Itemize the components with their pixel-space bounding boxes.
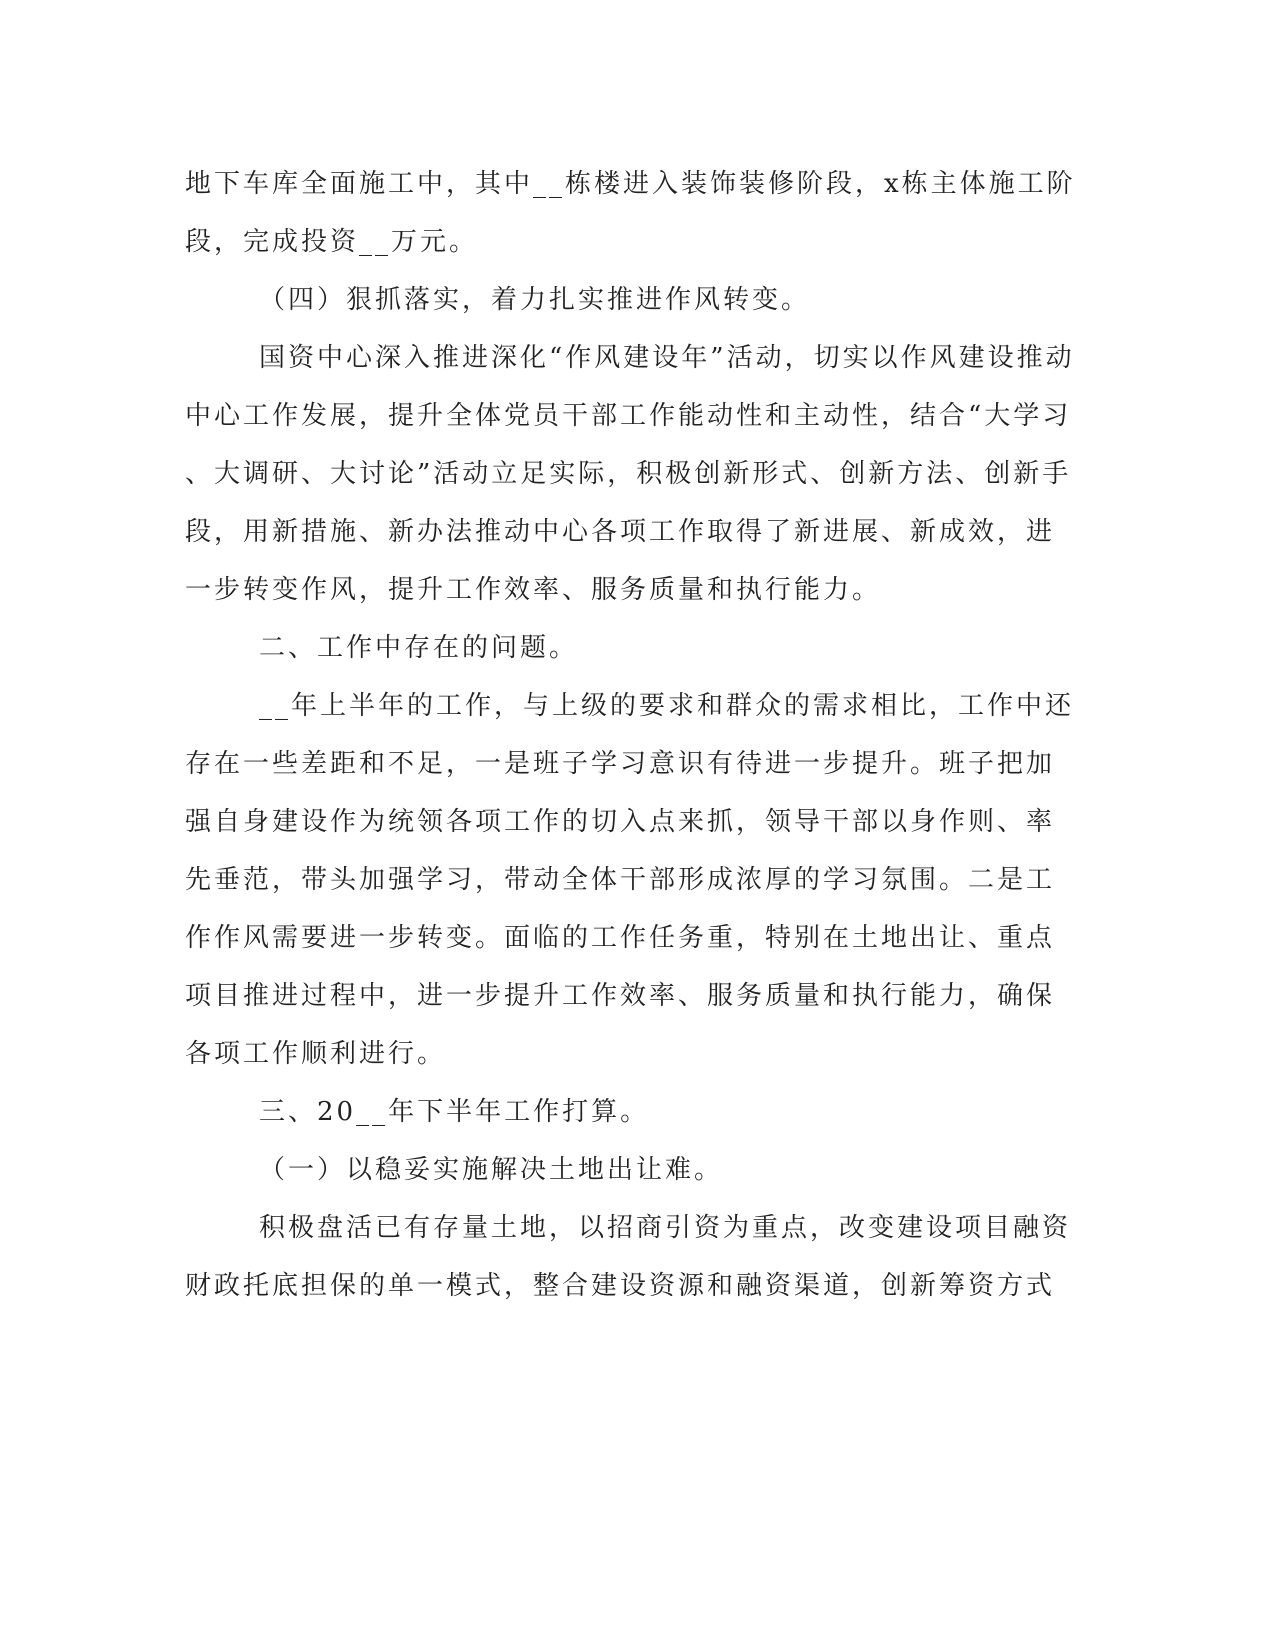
text-line: 段，用新措施、新办法推动中心各项工作取得了新进展、新成效，进	[185, 517, 1056, 547]
text-line: 财政托底担保的单一模式，整合建设资源和融资渠道，创新筹资方式	[185, 1271, 1056, 1301]
text-line: 地下车库全面施工中，其中__栋楼进入装饰装修阶段，x栋主体施工阶	[185, 169, 1076, 199]
text-line: 项目推进过程中，进一步提升工作效率、服务质量和执行能力，确保	[185, 981, 1056, 1011]
text-line: 、大调研、大讨论”活动立足实际，积极创新形式、创新方法、创新手	[185, 459, 1072, 489]
section-heading: 二、工作中存在的问题。	[259, 633, 579, 663]
section-heading: （一）以稳妥实施解决土地出让难。	[259, 1155, 724, 1185]
text-line: 积极盘活已有存量土地，以招商引资为重点，改变建设项目融资	[259, 1213, 1072, 1243]
text-line: 国资中心深入推进深化“作风建设年”活动，切实以作风建设推动	[259, 343, 1075, 373]
document-body	[185, 155, 1076, 1315]
text-line: 各项工作顺利进行。	[185, 1039, 447, 1069]
text-line: 段，完成投资__万元。	[185, 227, 479, 257]
text-line: 先垂范，带头加强学习，带动全体干部形成浓厚的学习氛围。二是工	[185, 865, 1056, 895]
text-line: __年上半年的工作，与上级的要求和群众的需求相比，工作中还	[259, 691, 1075, 721]
text-line: 作作风需要进一步转变。面临的工作任务重，特别在土地出让、重点	[185, 923, 1056, 953]
section-heading: 三、20__年下半年工作打算。	[259, 1097, 650, 1127]
text-line: 存在一些差距和不足，一是班子学习意识有待进一步提升。班子把加	[185, 749, 1056, 779]
text-line: 强自身建设作为统领各项工作的切入点来抓，领导干部以身作则、率	[185, 807, 1056, 837]
text-line: 一步转变作风，提升工作效率、服务质量和执行能力。	[185, 575, 882, 605]
text-line: 中心工作发展，提升全体党员干部工作能动性和主动性，结合“大学习	[185, 401, 1072, 431]
section-heading: （四）狠抓落实，着力扎实推进作风转变。	[259, 285, 811, 315]
